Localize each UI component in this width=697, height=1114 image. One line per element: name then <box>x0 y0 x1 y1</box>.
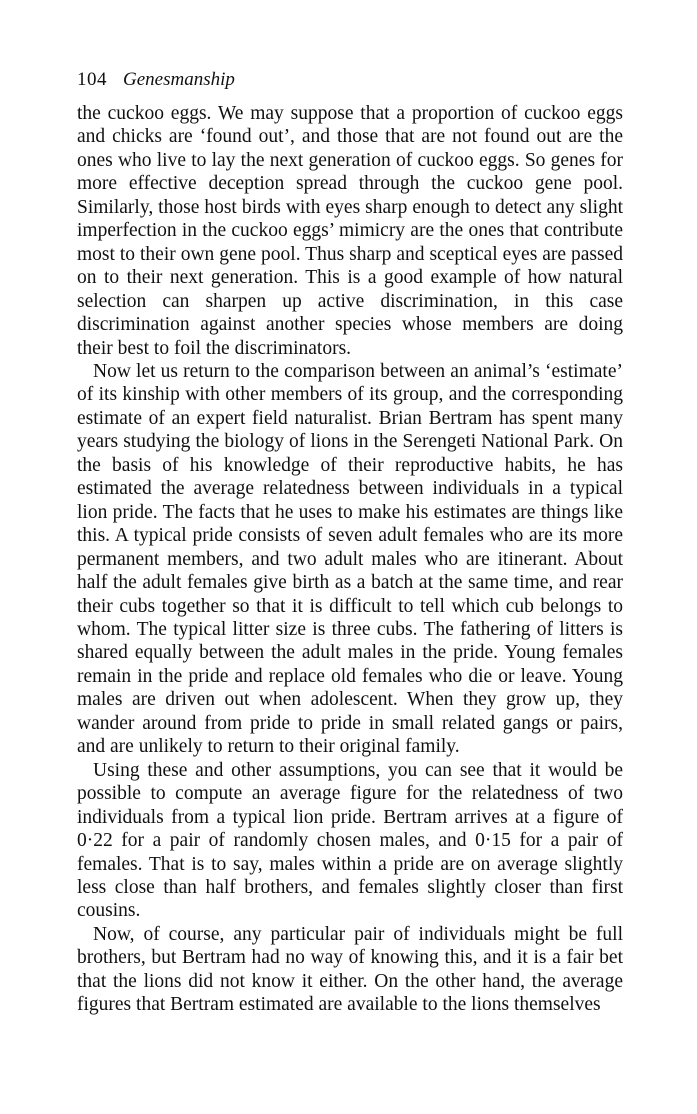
running-head <box>77 68 623 102</box>
running-title: Genesmanship <box>123 69 235 90</box>
body-text <box>77 102 623 1017</box>
page-number: 104 <box>77 69 107 90</box>
paragraph: the cuckoo eggs. We may suppose that a proportion of cuckoo eggs and chicks are ‘found out’, and those that are not found out are the ones who live to lay the next generation of cuckoo eggs. So genes for more effective deception spread through the cuckoo gene pool. Similarly, those host birds with eyes sharp enough to detect any slight imperfection in the cuckoo eggs’ mimicry are the ones that contribute most to their own gene pool. Thus sharp and sceptical eyes are passed on to their next generation. This is a good example of how natural selection can sharpen up active discrimination, in this case discrimination against another species whose members are doing their best to foil the discriminators. <box>77 103 623 359</box>
paragraph: Now let us return to the comparison between an animal’s ‘estimate’ of its kinship with other members of its group, and the corresponding estimate of an expert field naturalist. Brian Bertram has spent many years studying the biology of lions in the Serengeti National Park. On the basis of his knowledge of their reproductive habits, he has estimated the average relatedness between individuals in a typical lion pride. The facts that he uses to make his estimates are things like this. A typical pride consists of seven adult females who are its more permanent members, and two adult males who are itinerant. About half the adult females give birth as a batch at the same time, and rear their cubs together so that it is difficult to tell which cub belongs to whom. The typical litter size is three cubs. The fathering of litters is shared equally between the adult males in the pride. Young females remain in the pride and replace old females who die or leave. Young males are driven out when adolescent. When they grow up, they wander around from pride to pride in small related gangs or pairs, and are unlikely to return to their original family. <box>77 360 623 758</box>
book-page <box>77 68 623 1017</box>
paragraph: Using these and other assumptions, you can see that it would be possible to compute an average figure for the relatedness of two individuals from a typical lion pride. Bertram arrives at a figure of 0·22 for a pair of randomly chosen males, and 0·15 for a pair of females. That is to say, males within a pride are on average slightly less close than half brothers, and females slightly closer than first cousins. <box>77 759 623 922</box>
paragraph: Now, of course, any particular pair of individuals might be full brothers, but Bertram had no way of knowing this, and it is a fair bet that the lions did not know it either. On the other hand, the average figures that Bertram estimated are available to the lions themselves <box>77 923 623 1016</box>
